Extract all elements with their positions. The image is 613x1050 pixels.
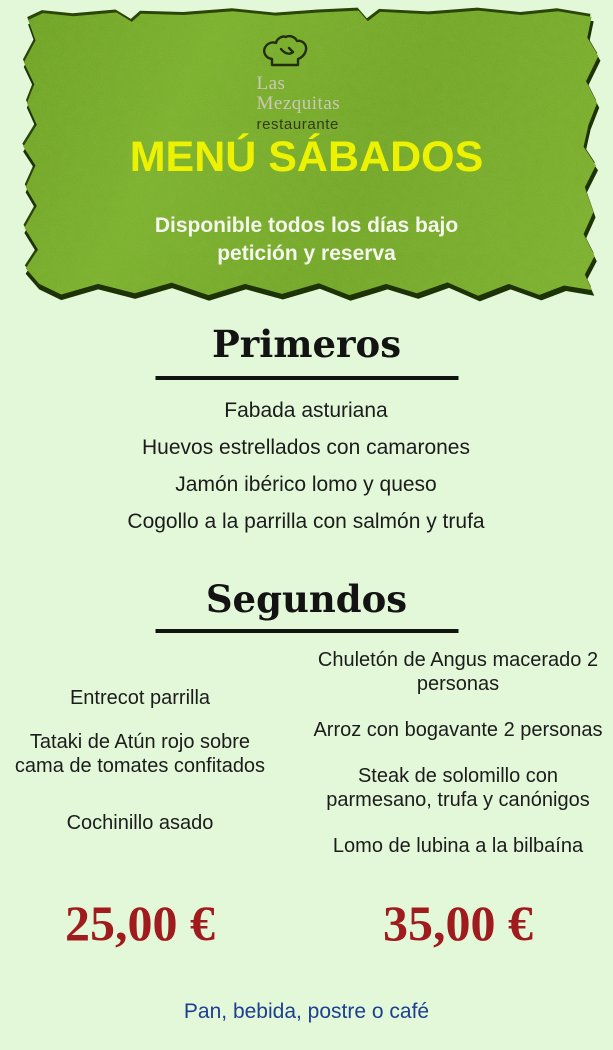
- heading-underline-primeros: [155, 376, 458, 380]
- segundos-right-column: [306, 648, 610, 880]
- menu-item: Tataki de Atún rojo sobre cama de tomates confitados: [14, 731, 266, 777]
- menu-subtitle: Disponible todos los días bajo petición y reserva: [154, 214, 459, 265]
- menu-item: Jamón ibérico lomo y queso: [175, 472, 437, 496]
- menu-banner: [0, 0, 613, 312]
- included-items-note: Pan, bebida, postre o café: [183, 1000, 430, 1023]
- price-right-menu: 35,00 €: [383, 895, 533, 951]
- menu-item: Cogollo a la parrilla con salmón y trufa: [127, 509, 485, 533]
- menu-item: Chuletón de Angus macerado 2 personas: [317, 649, 599, 695]
- heading-underline-segundos: [155, 629, 458, 633]
- section-heading-primeros: Primeros: [211, 322, 402, 366]
- banner-content: [0, 0, 613, 312]
- brand-name-line1: Las: [256, 73, 286, 94]
- menu-item: Huevos estrellados con camarones: [141, 435, 470, 459]
- menu-item: Cochinillo asado: [66, 812, 214, 834]
- price-left-menu: 25,00 €: [65, 895, 215, 951]
- restaurant-logo: [257, 34, 357, 134]
- primeros-item-list: [56, 392, 556, 540]
- section-heading-segundos: Segundos: [205, 577, 408, 621]
- menu-item: Lomo de lubina a la bilbaína: [332, 835, 584, 857]
- menu-title: MENÚ SÁBADOS: [129, 133, 484, 181]
- chef-hat-icon: [259, 34, 311, 74]
- segundos-left-column: [8, 648, 272, 835]
- brand-name-line2: Mezquitas: [256, 93, 341, 114]
- menu-item: Entrecot parrilla: [69, 687, 211, 709]
- menu-item: Arroz con bogavante 2 personas: [313, 719, 603, 741]
- menu-item: Steak de solomillo con parmesano, trufa y canónigos: [326, 765, 590, 811]
- menu-item: Fabada asturiana: [224, 398, 388, 422]
- brand-tagline: restaurante: [256, 116, 339, 133]
